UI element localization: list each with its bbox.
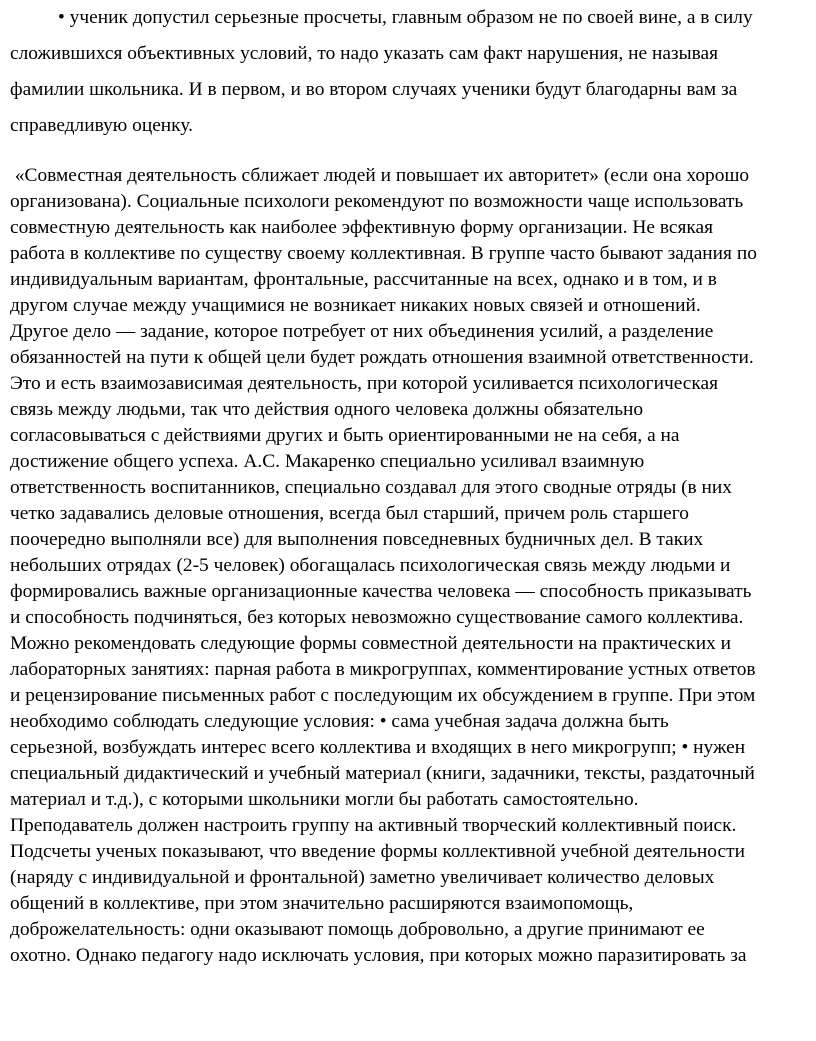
text-line: четко задавались деловые отношения, всегда был старший, причем роль старшего: [10, 503, 689, 524]
paragraph-bullet-continuation: [10, 0, 810, 144]
text-line: • ученик допустил серьезные просчеты, главным образом не по своей вине, а в силу: [58, 7, 753, 28]
text-line: совместную деятельность как наиболее эффективную форму организации. Не всякая: [10, 217, 714, 238]
text-line: и способность подчиняться, без которых невозможно существование самого коллектива.: [10, 607, 744, 628]
text-line: Подсчеты ученых показывают, что введение формы коллективной учебной деятельности: [10, 841, 745, 862]
text-line: серьезной, возбуждать интерес всего коллектива и входящих в него микрогрупп; • нужен: [10, 737, 746, 758]
text-line: ответственность воспитанников, специально создавал для этого сводные отряды (в них: [10, 477, 733, 498]
text-line: и рецензирование письменных работ с последующим их обсуждением в группе. При этом: [10, 685, 756, 706]
text-line: (наряду с индивидуальной и фронтальной) заметно увеличивает количество деловых: [10, 867, 715, 888]
text-line: Другое дело — задание, которое потребует от них объединения усилий, а разделение: [10, 321, 714, 342]
text-line: необходимо соблюдать следующие условия: • сама учебная задача должна быть: [10, 711, 669, 732]
text-line: достижение общего успеха. А.С. Макаренко специально усиливал взаимную: [10, 451, 645, 472]
text-line: формировались важные организационные качества человека — способность приказывать: [10, 581, 752, 602]
text-line: Можно рекомендовать следующие формы совместной деятельности на практических и: [10, 633, 731, 654]
text-line: охотно. Однако педагогу надо исключать условия, при которых можно паразитировать за: [10, 945, 747, 966]
text-line: Преподаватель должен настроить группу на активный творческий коллективный поиск.: [10, 815, 737, 836]
text-line: индивидуальным вариантам, фронтальные, рассчитанные на всех, однако и в том, и в: [10, 269, 717, 290]
text-line: справедливую оценку.: [10, 115, 193, 136]
text-line: обязанностей на пути к общей цели будет рождать отношения взаимной ответственности.: [10, 347, 754, 368]
text-line: лабораторных занятиях: парная работа в микрогруппах, комментирование устных ответов: [10, 659, 756, 680]
text-line: доброжелательность: одни оказывают помощь добровольно, а другие принимают ее: [10, 919, 705, 940]
text-line: связь между людьми, так что действия одного человека должны обязательно: [10, 399, 644, 420]
text-line: общений в коллективе, при этом значительно расширяются взаимопомощь,: [10, 893, 634, 914]
text-line: материал и т.д.), с которыми школьники могли бы работать самостоятельно.: [10, 789, 639, 810]
text-line: организована). Социальные психологи рекомендуют по возможности чаще использовать: [10, 191, 744, 212]
text-line: небольших отрядах (2-5 человек) обогащалась психологическая связь между людьми и: [10, 555, 731, 576]
paragraph-joint-activity: [10, 163, 810, 969]
text-line: специальный дидактический и учебный материал (книги, задачники, тексты, раздаточный: [10, 763, 755, 784]
text-line: сложившихся объективных условий, то надо указать сам факт нарушения, не называя: [10, 43, 719, 64]
text-line: согласовываться с действиями других и быть ориентированными не на себя, а на: [10, 425, 680, 446]
text-line: другом случае между учащимися не возникает никаких новых связей и отношений.: [10, 295, 701, 316]
text-line: Это и есть взаимозависимая деятельность, при которой усиливается психологическая: [10, 373, 719, 394]
text-line: поочередно выполняли все) для выполнения повседневных будничных дел. В таких: [10, 529, 704, 550]
text-line: «Совместная деятельность сближает людей и повышает их авторитет» (если она хорошо: [10, 165, 750, 186]
text-line: работа в коллективе по существу своему коллективная. В группе часто бывают задания по: [10, 243, 757, 264]
text-line: фамилии школьника. И в первом, и во втором случаях ученики будут благодарны вам за: [10, 79, 738, 100]
